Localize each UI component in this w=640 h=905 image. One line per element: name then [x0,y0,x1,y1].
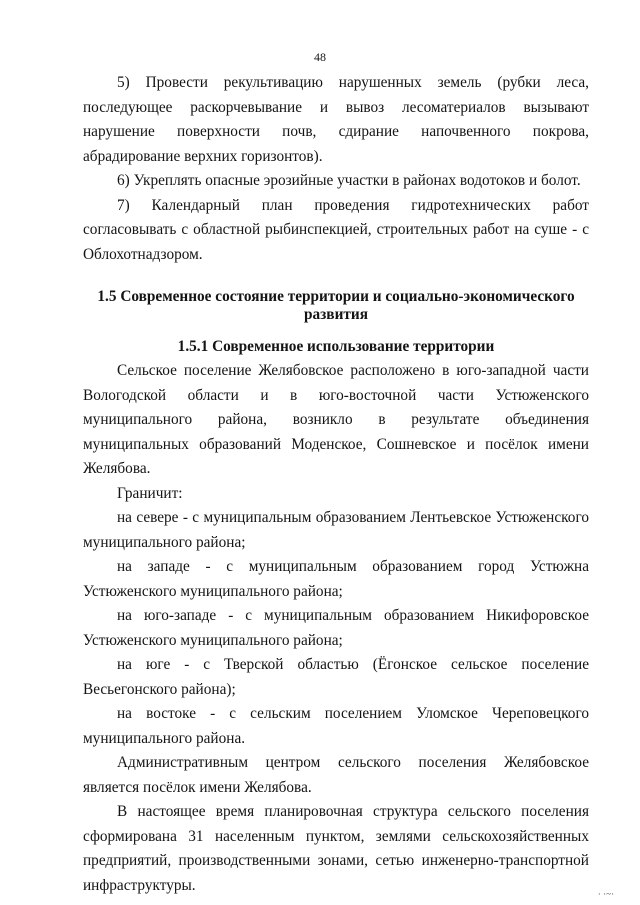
page-number: 48 [314,50,326,64]
subsection-heading: 1.5.1 Современное использование территории [177,338,495,355]
border-item-southwest: на юго-западе - с муниципальным образованием Никифоровское Устюженского муниципального района; [83,607,589,649]
borders-label: Граничит: [117,484,183,502]
admin-center-paragraph: Административным центром сельского поселения Желябовское является посёлок имени Желябова. [83,754,589,796]
border-item-west: на западе - с муниципальным образованием город Устюжна Устюженского муниципального района; [83,558,589,600]
list-item: 5) Провести рекультивацию нарушенных земель (рубки леса, последующее раскорчевывание и вывоз лесоматериалов вызывают нарушение поверхности почв, сдирание напочвенного покрова, абрадирование верхних горизонтов). [83,74,589,165]
section-heading: 1.5 Современное состояние территории и социально-экономического развития [97,288,575,323]
structure-paragraph: В настоящее время планировочная структура сельского поселения сформирована 31 населенным пунктом, землями сельскохозяйственных предприятий, производственными зонами, сетью инженерно-транспортной инфраструктуры. [83,803,589,894]
border-item-north: на севере - с муниципальным образованием Лентьевское Устюженского муниципального района; [83,509,589,551]
border-item-south: на юге - с Тверской областью (Ёгонское сельское поселение Весьегонского района); [83,656,589,698]
list-item: 6) Укреплять опасные эрозийные участки в районах водотоков и болот. [117,172,581,189]
scan-mark: · ·~· [597,889,614,899]
border-item-east: на востоке - с сельским поселением Уломское Череповецкого муниципального района. [83,705,589,747]
document-body [83,71,589,898]
list-item: 7) Календарный план проведения гидротехнических работ согласовывать с областной рыбинспекцией, строительных работ на суше - с Облохотнадзором. [83,196,589,263]
intro-paragraph: Сельское поселение Желябовское расположено в юго-западной части Вологодской области и в юго-восточной части Устюженского муниципального района, возникло в результате объединения муниципальных образований Моденское, Сошневское и посёлок имени Желябова. [83,362,589,477]
